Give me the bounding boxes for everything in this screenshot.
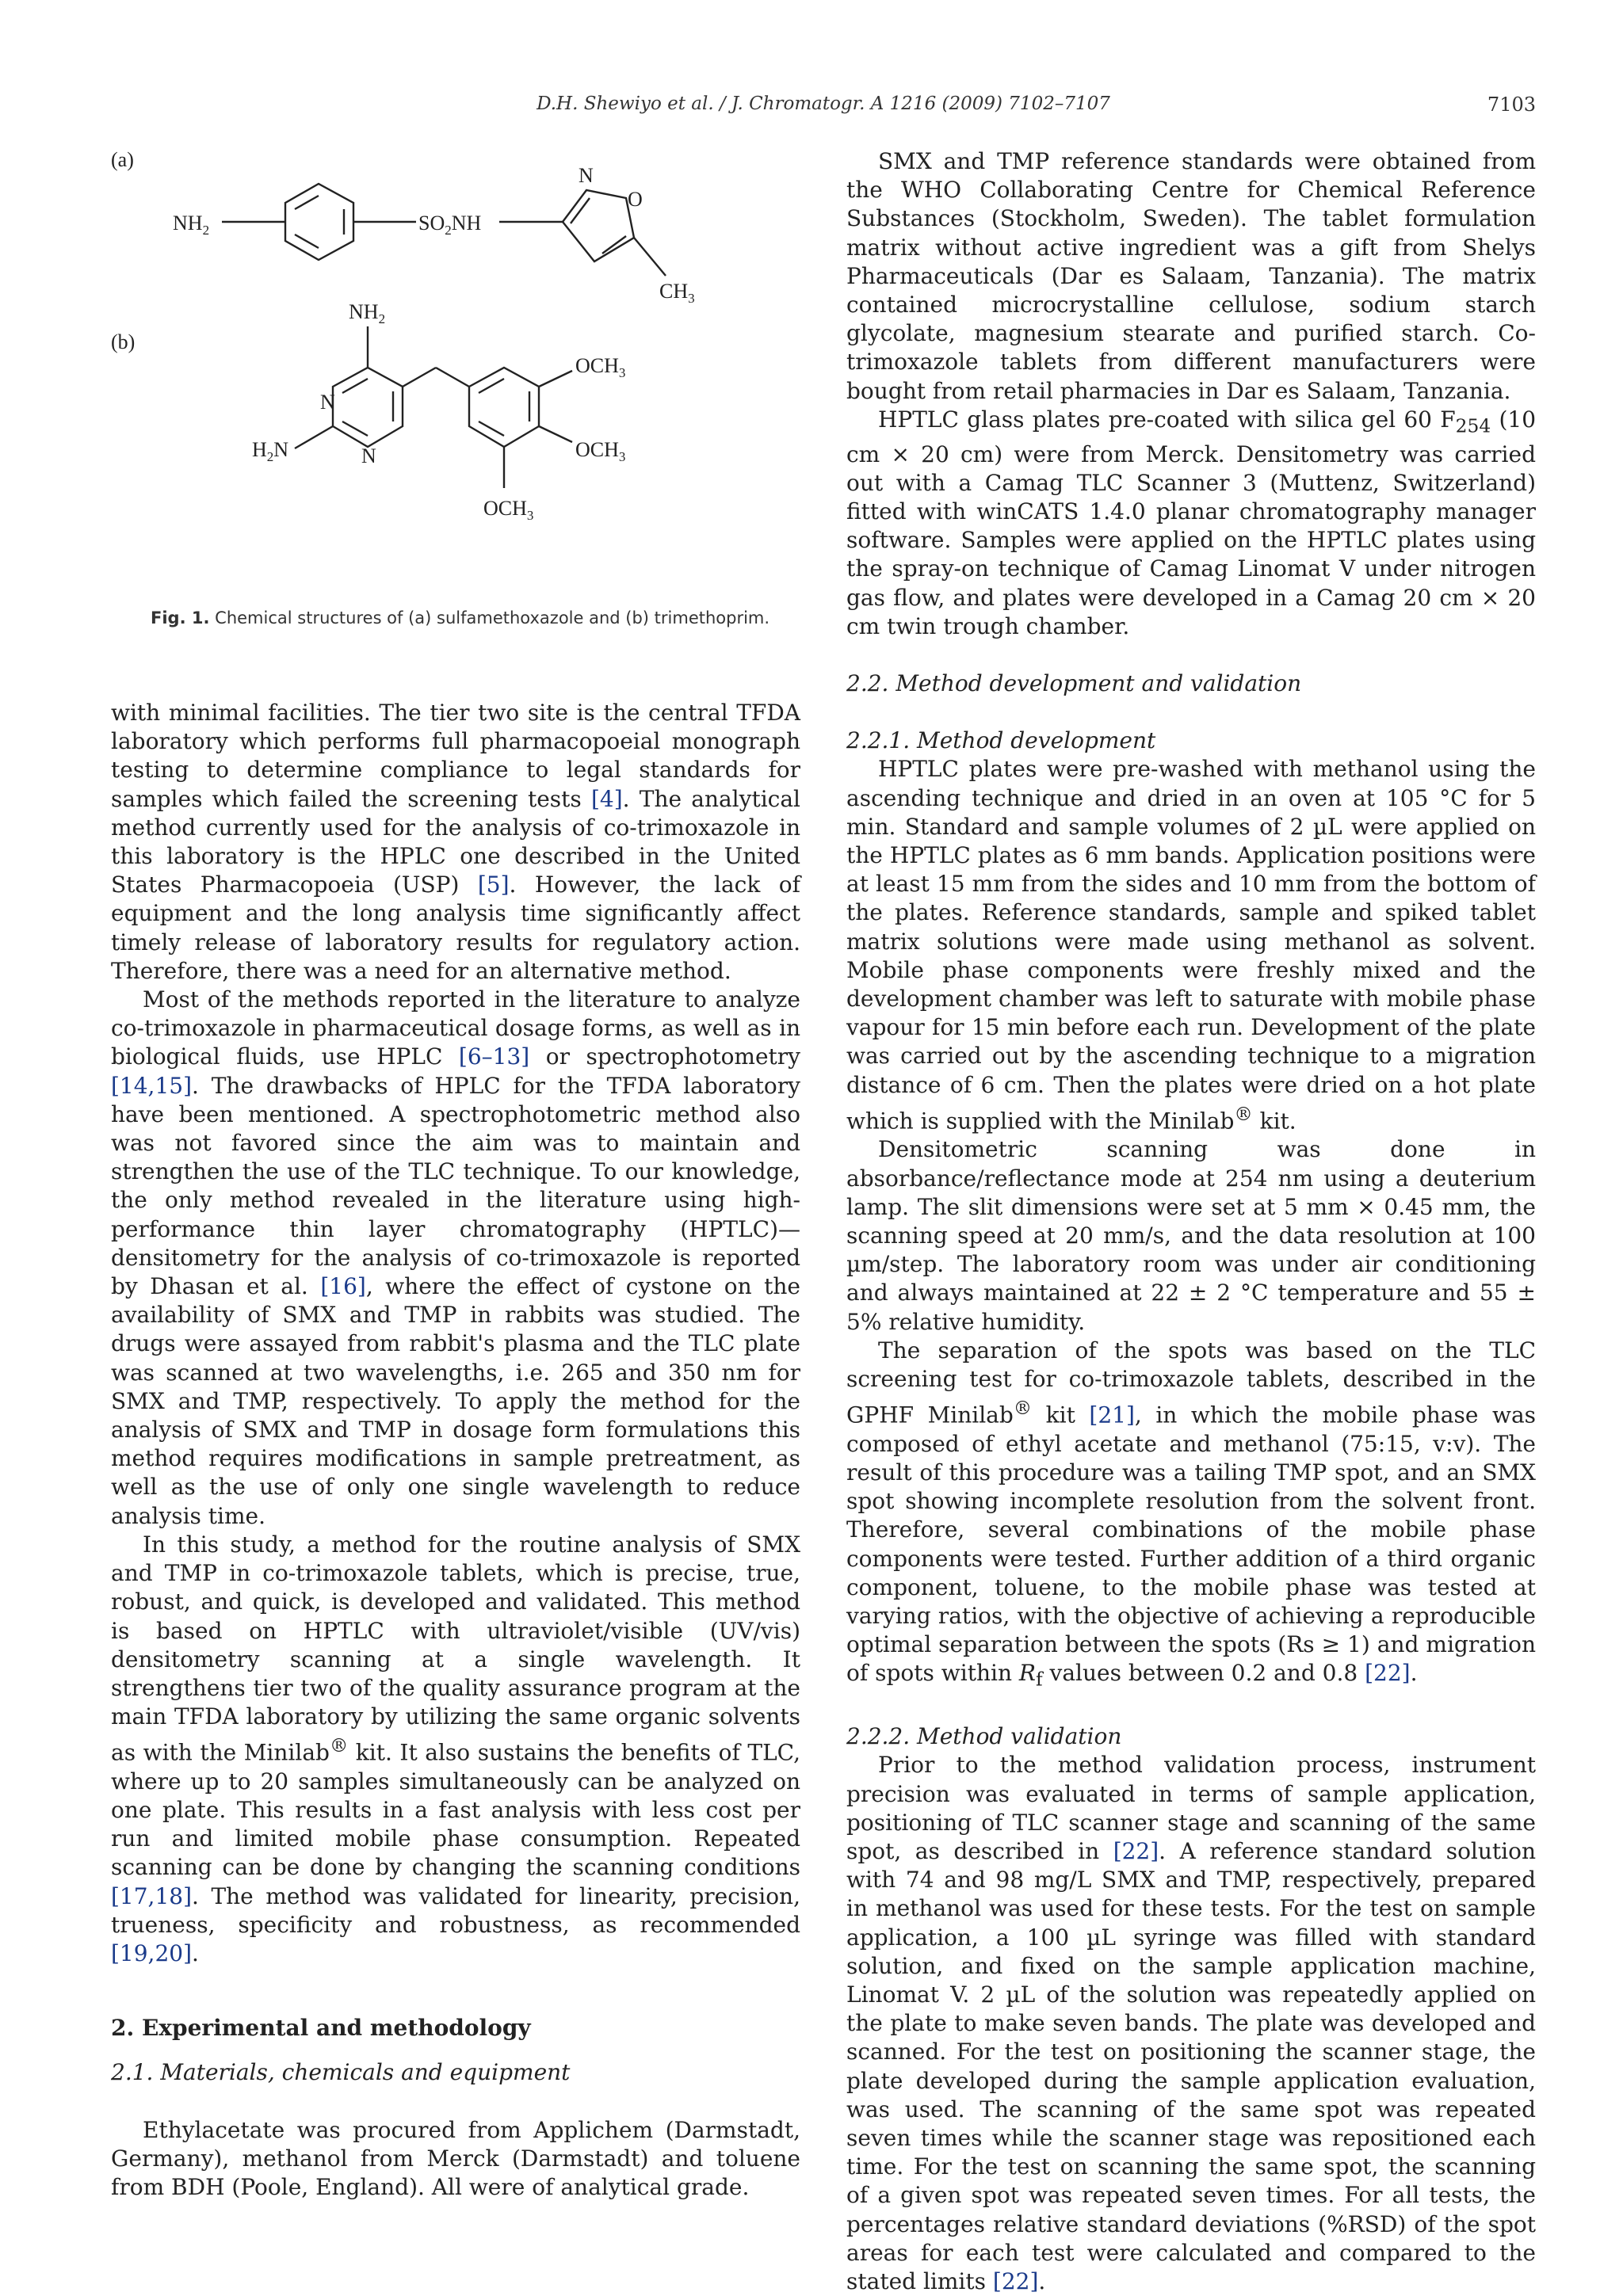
citation-link[interactable]: [22] <box>1365 1660 1411 1687</box>
b-n1: N <box>320 391 335 414</box>
right-column <box>846 147 1536 2296</box>
citation-link[interactable]: [19,20] <box>111 1940 193 1967</box>
section-heading-2: 2. Experimental and methodology <box>111 2015 531 2042</box>
citation-link[interactable]: [5] <box>477 871 510 898</box>
a-o: O <box>628 188 643 211</box>
right-paragraph-4: Densitometric scanning was done in absorbance/reflectance mode at 254 nm using a deuterium lamp. The slit dimensions were set at 5 mm × 0.45 mm, the scanning speed at 20 mm/s, and the data resolution at 100 µm/step. The laboratory room was under air conditioning and always maintained at 22 ± 2 °C temperature and 55 ± 5% relative humidity. <box>846 1136 1536 1335</box>
a-so2nh: SO <box>418 212 445 235</box>
left-paragraph-2: Most of the methods reported in the literature to analyze co-trimoxazole in pharmaceutical dosage forms, as well as in biological fluids, use HPLC [6–13] or spectrophotometry [14,15]. The drawbacks of HPLC for the TFDA laboratory have been mentioned. A spectrophotometric method also was not favored since the aim was to maintain and strengthen the use of the TLC technique. To our knowledge, the only method revealed in the literature using high-performance thin layer chromatography (HPTLC)—densitometry for the analysis of co-trimoxazole is reported by Dhasan et al. [16], where the effect of cystone on the availability of SMX and TMP in rabbits was studied. The drugs were assayed from rabbit's plasma and the TLC plate was scanned at two wavelengths, i.e. 265 and 350 nm for SMX and TMP, respectively. To apply the method for the analysis of SMX and TMP in dosage form formulations this method requires modifications in sample pretreatment, as well as the use of only one single wavelength to reduce analysis time. <box>111 986 801 1529</box>
svg-text:SO2NH: $SO_2NH$ <box>418 212 482 238</box>
figure-1-chemical-structures <box>111 143 800 634</box>
right-paragraph-1: SMX and TMP reference standards were obtained from the WHO Collaborating Centre for Chemical Reference Substances (Stockholm, Sweden). The tablet formulation matrix without active ingredient was a gift from Shelys Pharmaceuticals (Dar es Salaam, Tanzania). The matrix contained microcrystalline cellulose, sodium starch glycolate, magnesium stearate and purified starch. Co-trimoxazole tablets from different manufacturers were bought from retail pharmacies in Dar es Salaam, Tanzania. <box>846 148 1536 404</box>
b-n2: N <box>361 444 376 467</box>
subsection-heading-2-2-1: 2.2.1. Method development <box>846 727 1156 754</box>
left-paragraph-4: Ethylacetate was procured from Applichem (Darmstadt, Germany), methanol from Merck (Darmstadt) and toluene from BDH (Poole, England). All were of analytical grade. <box>111 2116 800 2201</box>
subsection-heading-2-1: 2.1. Materials, chemicals and equipment <box>111 2059 571 2086</box>
label-a: (a) <box>111 148 134 171</box>
right-paragraph-3: HPTLC plates were pre-washed with methanol using the ascending technique and dried in an oven at 105 °C for 5 min. Standard and sample volumes of 2 µL were applied on the HPTLC plates as 6 mm bands. Application positions were at least 15 mm from the sides and 10 mm from the bottom of the plates. Reference standards, sample and spiked tablet matrix solutions were made using methanol as solvent. Mobile phase components were freshly mixed and the development chamber was left to saturate with mobile phase vapour for 15 min before each run. Development of the plate was carried out by the ascending technique to a migration distance of 6 cm. Then the plates were dried on a hot plate which is supplied with the Minilab® kit. <box>846 756 1536 1135</box>
a-ch3: CH <box>659 280 689 303</box>
b-nh2: NH <box>349 300 379 323</box>
b-och3-top: OCH <box>575 354 619 377</box>
figure-caption-text: Chemical structures of (a) sulfamethoxazole and (b) trimethoprim. <box>215 608 770 627</box>
citation-link[interactable]: [22] <box>1113 1838 1159 1865</box>
citation-link[interactable]: [14,15] <box>111 1072 193 1099</box>
svg-text:CH3: $CH_3$ <box>659 280 695 306</box>
svg-text:NH2: $NH_2$ <box>173 212 210 238</box>
right-paragraph-5: The separation of the spots was based on the TLC screening test for co-trimoxazole tablets, described in the GPHF Minilab® kit [21], in which the mobile phase was composed of ethyl acetate and methanol (75:15, v:v). The result of this procedure was a tailing TMP spot, and an SMX spot showing incomplete resolution from the solvent front. Therefore, several combinations of the mobile phase components were tested. Further addition of a third organic component, toluene, to the mobile phase was tested at varying ratios, with the objective of achieving a reproducible optimal separation between the spots (Rs ≥ 1) and migration of spots within $R_f$ values between 0.2 and 0.8 [22]. <box>846 1337 1537 1691</box>
page-number: 7103 <box>1487 93 1536 116</box>
a-nh2: NH <box>173 212 203 235</box>
svg-text:OCH3: $OCH_3$ <box>575 354 626 380</box>
subsection-heading-2-2-2: 2.2.2. Method validation <box>846 1723 1122 1750</box>
isoxazole-ring <box>563 190 634 261</box>
citation-link[interactable]: [6–13] <box>458 1043 530 1070</box>
citation-link[interactable]: [21] <box>1089 1402 1135 1428</box>
svg-text:NH2: $NH_2$ <box>349 300 386 326</box>
running-title: D.H. Shewiyo et al. / J. Chromatogr. A 1216 (2009) 7102–7107 <box>537 93 1110 114</box>
right-paragraph-2: HPTLC glass plates pre-coated with silica gel 60 $F_{254}$ (10 cm × 20 cm) were from Merck. Densitometry was carried out with a Camag TLC Scanner 3 (Muttenz, Switzerland) fitted with winCATS 1.4.0 planar chromatography manager software. Samples were applied on the HPTLC plates using the spray-on technique of Camag Linomat V under nitrogen gas flow, and plates were developed in a Camag 20 cm × 20 cm twin trough chamber. <box>846 406 1537 639</box>
b-h2n: H <box>252 438 267 461</box>
citation-link[interactable]: [22] <box>992 2268 1039 2295</box>
figure-caption-label: Fig. 1. <box>151 608 210 627</box>
figure-caption <box>151 608 800 627</box>
svg-text:OCH3: $OCH_3$ <box>575 438 626 464</box>
label-b: (b) <box>111 330 136 353</box>
left-column <box>111 699 800 2202</box>
citation-link[interactable]: [4] <box>591 785 623 812</box>
b-och3-mid: OCH <box>575 438 619 461</box>
citation-link[interactable]: [16] <box>320 1273 366 1300</box>
b-och3-bottom: OCH <box>483 497 527 520</box>
right-paragraph-6: Prior to the method validation process, instrument precision was evaluated in terms of sample application, positioning of TLC scanner stage and scanning of the same spot, as described in [22]. A reference standard solution with 74 and 98 mg/L SMX and TMP, respectively, prepared in methanol was used for these tests. For the test on sample application, a 100 µL syringe was filled with standard solution, and fixed on the sample application machine, Linomat V. 2 µL of the solution was repeatedly applied on the plate to make seven bands. The plate was developed and scanned. For the test on positioning the scanner stage, the plate developed during the sample application evaluation, was used. The scanning of the same spot was repeated seven times while the scanner stage was repositioned each time. For the test on scanning the same spot, the scanning of a given spot was repeated seven times. For all tests, the percentages relative standard deviations (%RSD) of the spot areas for each test were calculated and compared to the stated limits [22]. <box>846 1752 1537 2295</box>
subsection-heading-2-2: 2.2. Method development and validation <box>846 670 1302 697</box>
citation-link[interactable]: [17,18] <box>111 1882 193 1909</box>
a-n: N <box>579 164 594 187</box>
svg-text:OCH3: $OCH_3$ <box>483 497 534 523</box>
left-paragraph-3: In this study, a method for the routine analysis of SMX and TMP in co-trimoxazole tablets, which is precise, true, robust, and quick, is developed and validated. This method is based on HPTLC with ultraviolet/visible (UV/vis) densitometry scanning at a single wavelength. It strengthens tier two of the quality assurance program at the main TFDA laboratory by utilizing the same organic solvents as with the Minilab® kit. It also sustains the benefits of TLC, where up to 20 samples simultaneously can be analyzed on one plate. This results in a fast analysis with less cost per run and limited mobile phase consumption. Repeated scanning can be done by changing the scanning conditions [17,18]. The method was validated for linearity, precision, trueness, specificity and robustness, as recommended [19,20]. <box>111 1531 800 1967</box>
running-head <box>111 93 1536 114</box>
svg-text:H2N: $H_2N$ <box>252 438 289 464</box>
left-paragraph-1: with minimal facilities. The tier two site is the central TFDA laboratory which performs full pharmacopoeial monograph testing to determine compliance to legal standards for samples which failed the screening tests [4]. The analytical method currently used for the analysis of co-trimoxazole in this laboratory is the HPLC one described in the United States Pharmacopoeia (USP) [5]. However, the lack of equipment and the long analysis time significantly affect timely release of laboratory results for regulatory action. Therefore, there was a need for an alternative method. <box>111 700 800 984</box>
